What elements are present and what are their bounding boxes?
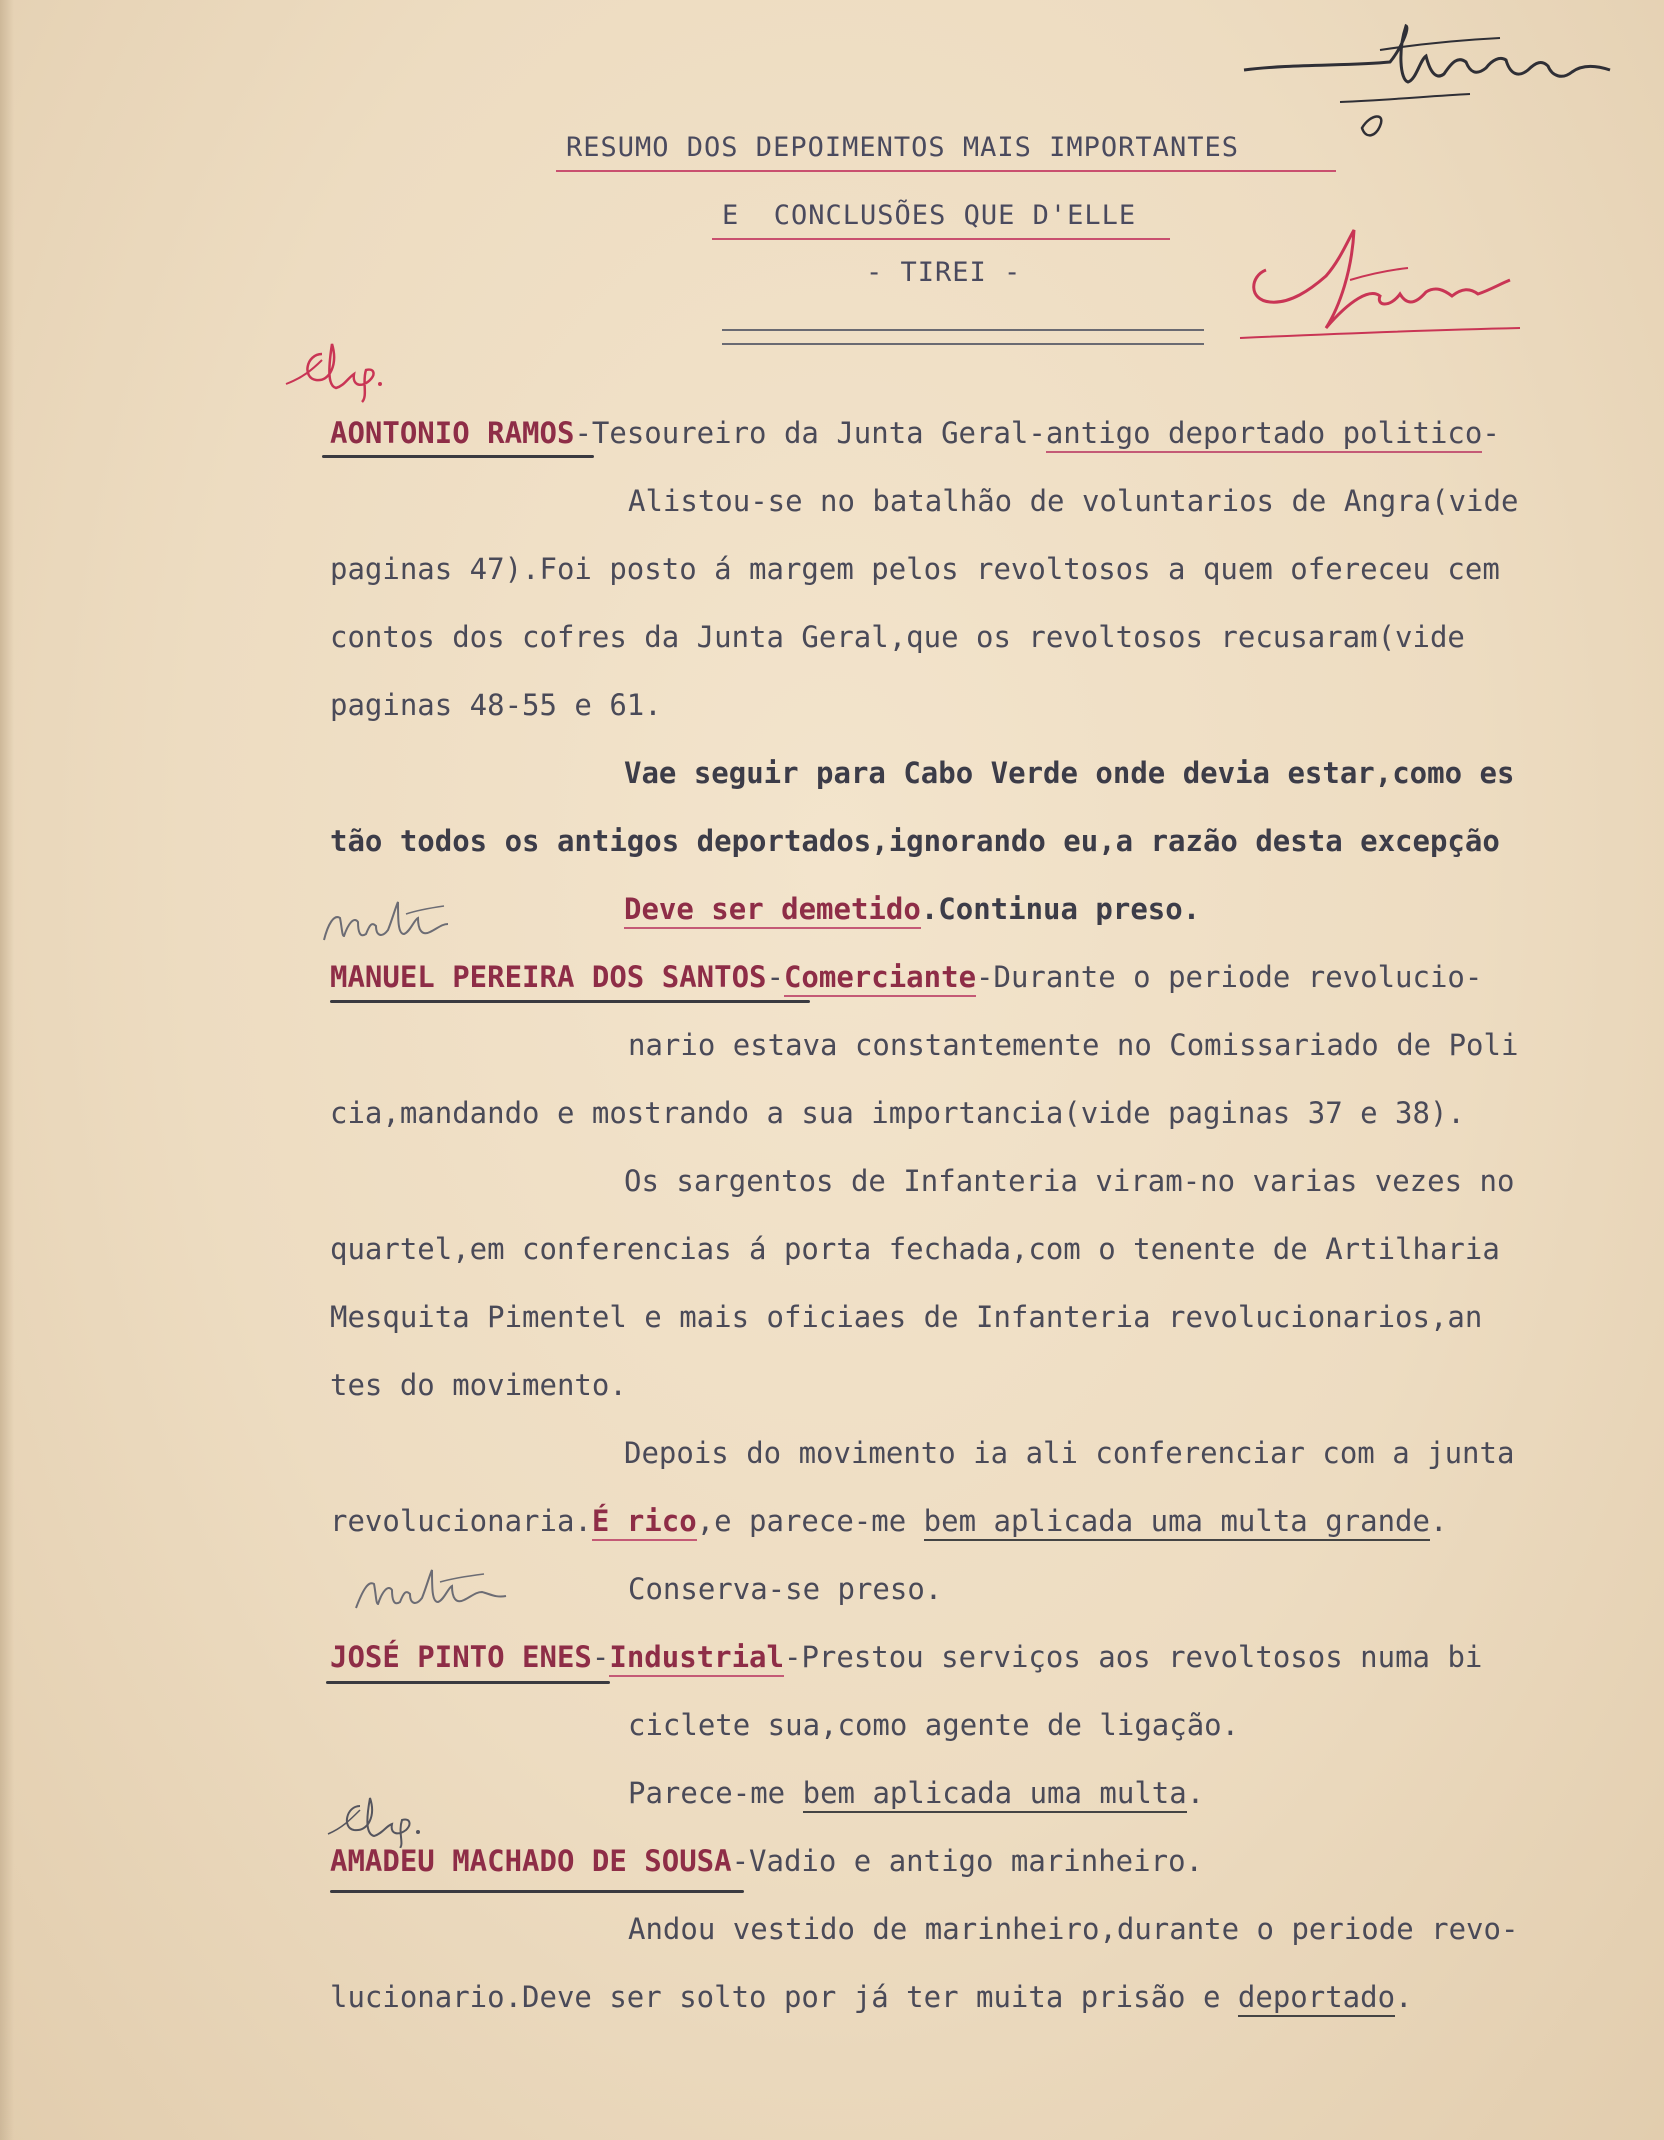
- location-note-handwritten: [1230, 210, 1530, 350]
- entry-4-rest: -Vadio e antigo marinheiro.: [731, 1844, 1203, 1878]
- entry-1-name: AONTONIO RAMOS: [330, 416, 575, 450]
- entry-2-sep: -: [766, 960, 784, 994]
- entry-2-line-10: Conserva-se preso.: [628, 1572, 943, 1606]
- entry-3-multa-text: bem aplicada uma multa: [803, 1776, 1187, 1813]
- entry-1-line-2: Alistou-se no batalhão de voluntarios de Angra(vide: [628, 484, 1519, 518]
- entry-1-line-5: paginas 48-55 e 61.: [330, 688, 662, 722]
- entry-1-status-tail: -: [1482, 416, 1500, 450]
- entry-2-rico: É rico: [592, 1504, 697, 1541]
- entry-3-sep: -: [591, 1640, 610, 1674]
- annotation-multa-2: [350, 1560, 530, 1620]
- document-title-line3: - TIREI -: [866, 257, 1022, 288]
- document-title-line2: E CONCLUSÕES QUE D'ELLE: [722, 200, 1137, 231]
- entry-2-role: Comerciante: [784, 960, 976, 997]
- entry-2-rest: -Durante o periode revolucio-: [976, 960, 1483, 994]
- entry-2-l9-mid: ,e parece-me: [696, 1504, 924, 1538]
- entry-1-conclusion: [624, 892, 1200, 926]
- entry-2-line-5: quartel,em conferencias á porta fechada,com o tenente de Artilharia: [330, 1232, 1500, 1266]
- entry-1-role: -Tesoureiro da Junta Geral-: [574, 416, 1046, 450]
- title-underline-1: [556, 170, 1336, 172]
- entry-2-line-9: [330, 1504, 1447, 1538]
- entry-3-l3-pre: Parece-me: [628, 1776, 803, 1810]
- entry-1-line-6: Vae seguir para Cabo Verde onde devia estar,como es: [624, 756, 1515, 790]
- entry-3-line-1: [330, 1640, 1482, 1674]
- entry-3-rest: -Prestou serviços aos revoltosos numa bi: [783, 1640, 1483, 1674]
- entry-4-l3-pre: lucionario.Deve ser solto por já ter muita prisão e: [330, 1980, 1238, 2014]
- title-underline-2: [712, 238, 1170, 240]
- entry-3-name: JOSÉ PINTO ENES: [330, 1640, 592, 1674]
- entry-2-line-1: [330, 960, 1482, 994]
- title-double-rule-bottom: [722, 343, 1204, 345]
- entry-2-multa-text: bem aplicada uma multa grande: [924, 1504, 1430, 1541]
- entry-3-line-2: ciclete sua,como agente de ligação.: [628, 1708, 1240, 1742]
- entry-3-role: Industrial: [609, 1640, 784, 1677]
- entry-4-l3-end: .: [1395, 1980, 1413, 2014]
- entry-4-name: AMADEU MACHADO DE SOUSA: [330, 1844, 732, 1878]
- entry-4-name-underline: [330, 1890, 744, 1893]
- entry-3-name-underline: [326, 1681, 610, 1684]
- entry-3-l3-end: .: [1186, 1776, 1205, 1810]
- entry-2-l9-end: .: [1429, 1504, 1448, 1538]
- entry-2-line-4: Os sargentos de Infanteria viram-no varias vezes no: [624, 1164, 1515, 1198]
- entry-2-l9-pre: revolucionaria.: [330, 1504, 592, 1538]
- paper-edge-shadow: [0, 0, 14, 2140]
- entry-1-conclusion-highlight: Deve ser demetido: [624, 892, 921, 929]
- entry-2-line-6: Mesquita Pimentel e mais oficiaes de Infanteria revolucionarios,an: [330, 1300, 1483, 1334]
- annotation-dep-2: [324, 1788, 444, 1848]
- entry-3-line-3: [628, 1776, 1204, 1810]
- document-title-line1: RESUMO DOS DEPOIMENTOS MAIS IMPORTANTES: [566, 132, 1239, 163]
- entry-2-line-2: nario estava constantemente no Comissariado de Poli: [628, 1028, 1519, 1062]
- entry-1-line-1: [330, 416, 1500, 450]
- entry-4-deportado: deportado: [1238, 1980, 1395, 2017]
- entry-2-name-underline: [330, 1000, 810, 1003]
- signature: [1230, 10, 1630, 150]
- annotation-multa-1: [318, 894, 478, 954]
- entry-1-line-3: paginas 47).Foi posto á margem pelos revoltosos a quem ofereceu cem: [330, 552, 1500, 586]
- entry-1-status: antigo deportado politico: [1046, 416, 1483, 453]
- entry-1-name-underline: [322, 455, 594, 458]
- entry-4-line-1: [330, 1844, 1203, 1878]
- entry-1-line-7: tão todos os antigos deportados,ignorando eu,a razão desta excepção: [330, 824, 1500, 858]
- entry-1-line-4: contos dos cofres da Junta Geral,que os revoltosos recusaram(vide: [330, 620, 1465, 654]
- title-double-rule-top: [722, 329, 1204, 331]
- entry-2-line-8: Depois do movimento ia ali conferenciar com a junta: [624, 1436, 1515, 1470]
- entry-2-name: MANUEL PEREIRA DOS SANTOS: [330, 960, 767, 994]
- entry-4-line-3: [330, 1980, 1413, 2014]
- annotation-dep-1: [282, 334, 402, 404]
- entry-4-line-2: Andou vestido de marinheiro,durante o periode revo-: [628, 1912, 1519, 1946]
- entry-1-conclusion-tail: .Continua preso.: [920, 892, 1201, 926]
- entry-2-line-3: cia,mandando e mostrando a sua importancia(vide paginas 37 e 38).: [330, 1096, 1465, 1130]
- entry-2-line-7: tes do movimento.: [330, 1368, 627, 1402]
